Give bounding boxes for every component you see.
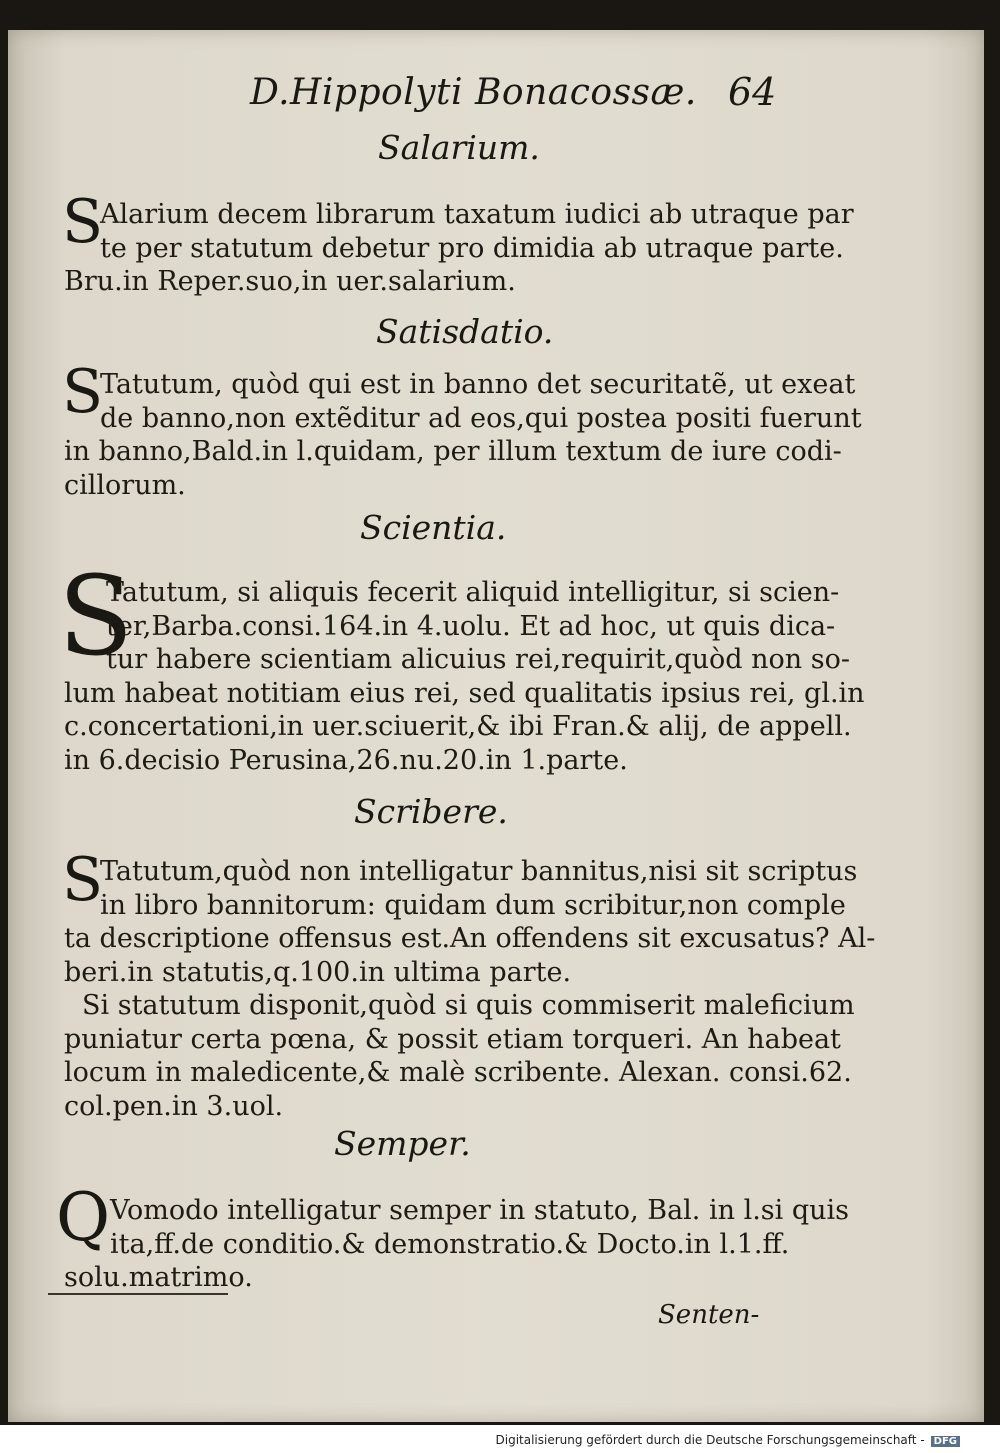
section-heading-salarium: Salarium. xyxy=(378,128,540,167)
text-line: ita,ff.de conditio.& demonstratio.& Docto.in l.1.ff. xyxy=(110,1228,790,1260)
text-line: locum in maledicente,& malè scribente. Alexan. consi.62. xyxy=(64,1057,852,1088)
text-line: cillorum. xyxy=(64,469,186,501)
paragraph-satisdatio xyxy=(64,368,862,502)
text-line: ta descriptione offensus est.An offendens sit excusatus? Al- xyxy=(64,923,876,954)
text-line: Si statutum disponit,quòd si quis commiserit maleficium xyxy=(82,990,855,1021)
text-line: c.concertationi,in uer.sciuerit,& ibi Fran.& alij, de appell. xyxy=(64,711,852,742)
initial-letter: S xyxy=(62,845,104,915)
underline-rule xyxy=(48,1293,228,1295)
text-line: in banno,Bald.in l.quidam, per illum textum de iure codi- xyxy=(64,436,842,467)
section-heading-satisdatio: Satisdatio. xyxy=(376,312,554,351)
text-line: in 6.decisio Perusina,26.nu.20.in 1.parte. xyxy=(64,744,628,776)
text-line: in libro bannitorum: quidam dum scribitur,non comple xyxy=(100,889,846,921)
text-line: Vomodo intelligatur semper in statuto, Bal. in l.si quis xyxy=(110,1195,850,1226)
text-line: lum habeat notitiam eius rei, sed qualitatis ipsius rei, gl.in xyxy=(64,677,865,709)
page-number: 64 xyxy=(728,70,777,114)
section-heading-scientia: Scientia. xyxy=(360,508,507,547)
text-line: solu.matrimo. xyxy=(64,1262,253,1293)
text-line: Bru.in Reper.suo,in uer.salarium. xyxy=(64,266,516,297)
text-line: col.pen.in 3.uol. xyxy=(64,1090,284,1122)
text-line: Tatutum, quòd qui est in banno det securitatẽ, ut exeat xyxy=(100,369,856,400)
text-line: tur habere scientiam alicuius rei,requirit,quòd non so- xyxy=(106,644,850,675)
text-line: de banno,non extẽditur ad eos,qui postea positi fuerunt xyxy=(100,402,862,434)
text-line: Tatutum, si aliquis fecerit aliquid intelligitur, si scien- xyxy=(106,577,840,608)
text-line: puniatur certa pœna, & possit etiam torqueri. An habeat xyxy=(64,1023,841,1055)
initial-letter: S xyxy=(62,187,104,257)
initial-letter: S xyxy=(58,552,134,680)
text-line: Tatutum,quòd non intelligatur bannitus,nisi sit scriptus xyxy=(100,856,858,887)
initial-letter: Q xyxy=(56,1179,111,1256)
paragraph-scribere xyxy=(64,855,876,1123)
paragraph-scientia xyxy=(64,576,865,777)
running-title: D.Hippolyti Bonacossæ. xyxy=(250,72,697,113)
text-line: Alarium decem librarum taxatum iudici ab utraque par xyxy=(100,199,854,230)
text-line: ter,Barba.consi.164.in 4.uolu. Et ad hoc, ut quis dica- xyxy=(106,610,836,642)
paragraph-salarium xyxy=(64,198,854,299)
initial-letter: S xyxy=(62,357,104,427)
catchword: Senten- xyxy=(658,1300,760,1330)
section-heading-semper: Semper. xyxy=(334,1124,471,1163)
paragraph-semper xyxy=(64,1194,850,1295)
dfg-logo: DFG xyxy=(931,1436,960,1447)
section-heading-scribere: Scribere. xyxy=(354,792,508,831)
credit-text: Digitalisierung gefördert durch die Deutsche Forschungsgemeinschaft - xyxy=(495,1433,925,1447)
text-line: te per statutum debetur pro dimidia ab utraque parte. xyxy=(100,232,844,264)
text-line: beri.in statutis,q.100.in ultima parte. xyxy=(64,956,572,988)
digitization-credit xyxy=(496,1433,961,1447)
